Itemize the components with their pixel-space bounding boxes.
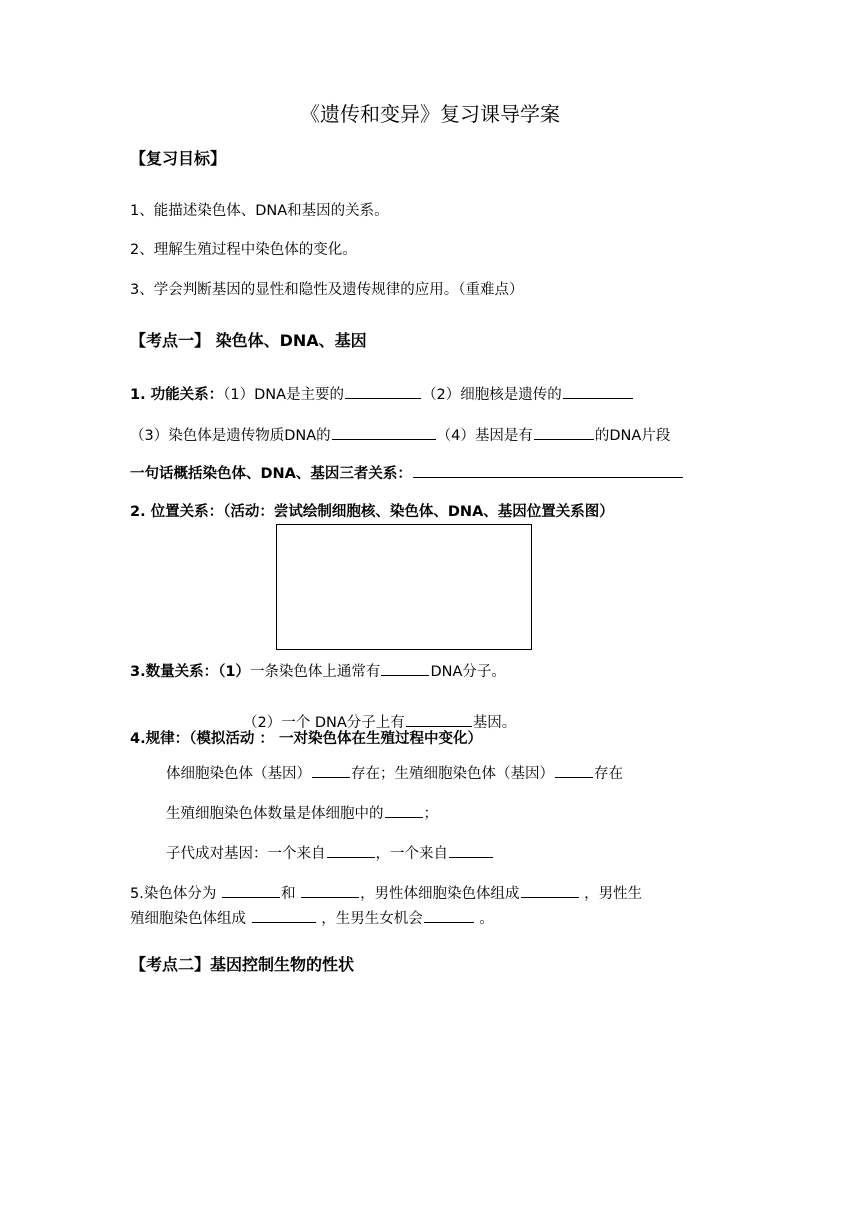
q5-blank-1[interactable]: [222, 883, 280, 898]
q3-blank-1[interactable]: [381, 661, 429, 676]
q5-part-2a: 殖细胞染色体组成: [130, 911, 251, 927]
q4-part-1a: 体细胞染色体（基因）: [166, 766, 311, 782]
q3-label: 3.数量关系：（1）: [130, 664, 250, 680]
q3-part-2a: （2）一个 DNA分子上有: [243, 715, 405, 731]
q5-part-1b: 和: [280, 886, 301, 902]
q1-part-1: （1）DNA是主要的: [223, 387, 345, 403]
q2-label: 2. 位置关系：（活动：尝试绘制细胞核、染色体、DNA、基因位置关系图）: [130, 504, 614, 520]
q4-blank-5[interactable]: [449, 843, 493, 858]
drawing-box[interactable]: [276, 524, 532, 650]
q1-summary-blank[interactable]: [413, 463, 683, 478]
q3-part-1b: DNA分子。: [430, 664, 506, 680]
q1-summary-label: 一句话概括染色体、DNA、基因三者关系：: [130, 466, 412, 482]
q5-part-2c: 。: [474, 911, 494, 927]
q1-line-1: [130, 384, 634, 403]
section1-heading: 【考点一】 染色体、DNA、基因: [130, 331, 367, 350]
objective-item-1: 1、能描述染色体、DNA和基因的关系。: [130, 203, 389, 219]
q1-part-2: （2）细胞核是遗传的: [422, 387, 562, 403]
q1-line-2: [130, 425, 670, 444]
objective-item-3: 3、学会判断基因的显性和隐性及遗传规律的应用。（重难点）: [130, 282, 524, 298]
q1-blank-2[interactable]: [563, 384, 633, 399]
q5-line-2: [130, 908, 494, 927]
objective-item-2: 2、理解生殖过程中染色体的变化。: [130, 242, 357, 258]
q4-part-2a: 生殖细胞染色体数量是体细胞中的: [166, 806, 384, 822]
q3-blank-2[interactable]: [406, 712, 472, 727]
q4-line-2: [166, 803, 438, 822]
q3-part-1a: 一条染色体上通常有: [249, 664, 381, 680]
q4-part-1b: 存在；生殖细胞染色体（基因）: [351, 766, 554, 782]
q1-label: 1. 功能关系：: [130, 387, 224, 403]
q1-part-4: （4）基因是有: [436, 428, 533, 444]
q5-line-1: [130, 883, 642, 902]
q1-summary-line: [130, 463, 684, 482]
q4-part-3a: 子代成对基因：一个来自: [166, 846, 326, 862]
q1-blank-1[interactable]: [345, 384, 421, 399]
q5-blank-4[interactable]: [252, 908, 316, 923]
q4-blank-3[interactable]: [385, 803, 423, 818]
objectives-heading: 【复习目标】: [130, 149, 227, 168]
q4-label: 4.规律：（模拟活动 ： 一对染色体在生殖过程中变化）: [130, 731, 482, 747]
q1-blank-3[interactable]: [332, 425, 436, 440]
q3-line-2: [243, 712, 516, 731]
q4-blank-1[interactable]: [312, 763, 350, 778]
q5-part-1c: ，男性体细胞染色体组成: [360, 886, 520, 902]
section2-heading: 【考点二】基因控制生物的性状: [130, 955, 355, 974]
q4-part-3b: ，一个来自: [375, 846, 448, 862]
q5-part-1a: 5.染色体分为: [130, 886, 221, 902]
page-title: 《遗传和变异》复习课导学案: [300, 102, 560, 126]
q3-part-2b: 基因。: [472, 715, 517, 731]
q4-line-1: [166, 763, 623, 782]
q4-part-1c: 存在: [594, 766, 623, 782]
q4-blank-2[interactable]: [555, 763, 593, 778]
q5-part-1d: ，男性生: [579, 886, 643, 902]
q1-part-4-end: 的DNA片段: [594, 428, 671, 444]
q5-blank-3[interactable]: [521, 883, 579, 898]
q5-blank-5[interactable]: [424, 908, 474, 923]
q1-part-3: （3）染色体是遗传物质DNA的: [130, 428, 331, 444]
q1-blank-4[interactable]: [534, 425, 594, 440]
q5-blank-2[interactable]: [301, 883, 359, 898]
q4-part-2b: ；: [423, 806, 438, 822]
q3-line-1: [130, 661, 506, 680]
q5-part-2b: ，生男生女机会: [316, 911, 423, 927]
q4-line-3: [166, 843, 494, 862]
q4-blank-4[interactable]: [327, 843, 375, 858]
